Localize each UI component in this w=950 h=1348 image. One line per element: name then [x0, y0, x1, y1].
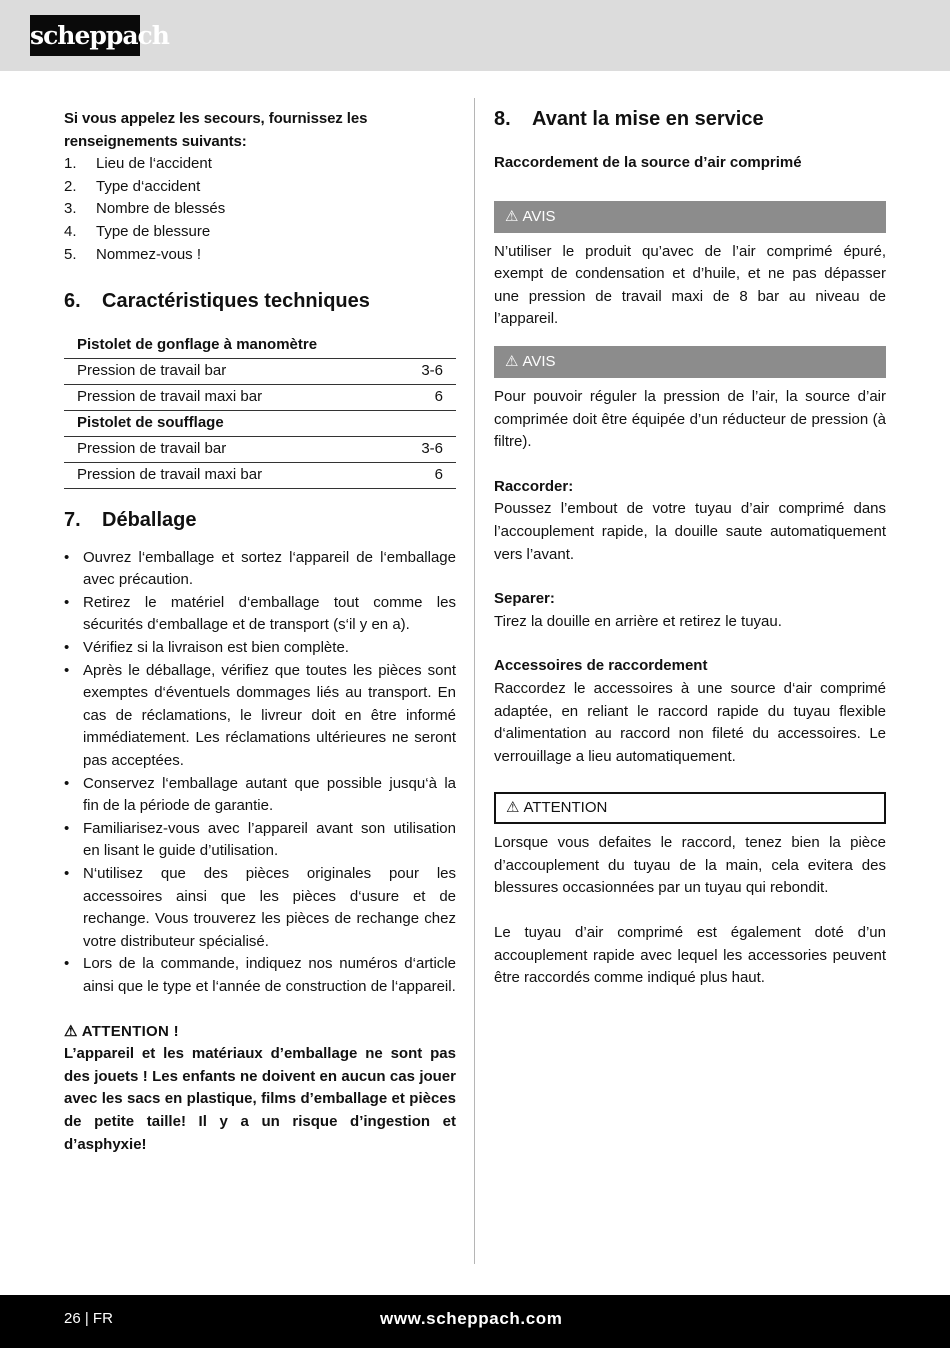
- table-row: [64, 358, 456, 384]
- notice-1-text: N’utiliser le produit qu’avec de l’air comprimé épuré, exempt de condensation et d’huile, et ne pas dépasser une pression de travail maxi de 8 bar au niveau de l’appareil.: [494, 242, 886, 328]
- section-number: 8.: [494, 108, 511, 130]
- right-column: [494, 108, 886, 990]
- list-item: [64, 176, 456, 199]
- list-item: [64, 592, 456, 637]
- unpacking-list: [64, 547, 456, 999]
- bullet-icon: •: [64, 639, 70, 657]
- header-bar: [0, 0, 950, 71]
- list-text: Nommez-vous !: [96, 245, 202, 263]
- list-number: 5.: [64, 245, 77, 263]
- spec-label: Pression de travail maxi bar: [64, 462, 384, 488]
- attention-text: L’appareil et les matériaux d’emballage ne sont pas des jouets ! Les enfants ne doivent en aucun cas jouer avec les sacs en plastique, films d’emballage et pièces de petite taille! Il y a un risque d’ingestion et d’asphyxie!: [64, 1045, 456, 1153]
- emergency-intro: Si vous appelez les secours, fournissez les renseignements suivants:: [64, 110, 368, 150]
- group-title: Pistolet de gonflage à manomètre: [64, 332, 456, 358]
- notice-label: ATTENTION: [523, 799, 608, 817]
- table-group-header: [64, 332, 456, 358]
- list-item: [64, 953, 456, 998]
- warning-icon: ⚠: [506, 799, 520, 817]
- list-text: Vérifiez si la livraison est bien complète.: [83, 639, 349, 657]
- bullet-icon: •: [64, 661, 70, 679]
- separate-text: Tirez la douille en arrière et retirez le tuyau.: [494, 612, 782, 630]
- list-item: [64, 153, 456, 176]
- spec-value: 3-6: [384, 358, 456, 384]
- specs-table: [64, 332, 456, 489]
- bullet-icon: •: [64, 955, 70, 973]
- attention-heading: [64, 1021, 456, 1044]
- section-7-heading: [64, 507, 456, 533]
- connect-text: Poussez l’embout de votre tuyau d’air comprimé dans l’accouplement rapide, la douille saute automatiquement vers l’avant.: [494, 500, 886, 563]
- spec-label: Pression de travail bar: [64, 358, 384, 384]
- website-link[interactable]: www.scheppach.com: [380, 1309, 563, 1328]
- accessories-text: Raccordez le accessoires à une source d‘air comprimé adaptée, en reliant le raccord rapide du tuyau flexible d‘alimentation au raccord non fileté du accessoires. Le verrouillage a lieu automatiquement.: [494, 679, 886, 765]
- accessories-title: Accessoires de raccordement: [494, 657, 708, 675]
- list-text: Type de blessure: [96, 222, 211, 240]
- list-number: 1.: [64, 155, 77, 173]
- list-text: Type d‘accident: [96, 177, 201, 195]
- list-text: Nombre de blessés: [96, 200, 226, 218]
- list-text: Lors de la commande, indiquez nos numéros d‘article ainsi que le type et l‘année de construction de l‘appareil.: [83, 955, 456, 995]
- list-text: N‘utilisez que des pièces originales pour les accessoires ainsi que les pièces d‘usure et de rechange. Vous trouverez les pièces de rechange chez votre distributeur spécialisé.: [83, 864, 456, 950]
- list-text: Ouvrez l‘emballage et sortez l‘appareil de l‘emballage avec précaution.: [83, 548, 456, 589]
- section-6-heading: [64, 288, 456, 314]
- attention-block: [64, 1021, 456, 1157]
- warning-icon: ⚠: [64, 1022, 78, 1040]
- notice-2-text: Pour pouvoir réguler la pression de l’air, la source d’air comprimée doit être équipée d’un réducteur de pression (à filtre).: [494, 387, 886, 451]
- spec-value: 3-6: [384, 436, 456, 462]
- list-text: Retirez le matériel d‘emballage tout comme les sécurités d‘emballage et de transport (s‘il y en a).: [83, 593, 456, 634]
- list-item: [64, 198, 456, 221]
- footer-bar: [0, 1295, 950, 1348]
- notice-avis-1: [494, 201, 886, 233]
- warning-icon: ⚠: [505, 207, 519, 225]
- list-item: [64, 244, 456, 267]
- warning-icon: ⚠: [505, 352, 519, 370]
- list-text: Lieu de l‘accident: [96, 155, 212, 173]
- closing-text: Le tuyau d’air comprimé est également doté d’un accouplement rapide avec lequel les accessories peuvent être raccordés comme indiqué plus haut.: [494, 924, 886, 987]
- table-row: [64, 462, 456, 488]
- page-number: 26 | FR: [64, 1310, 113, 1327]
- emergency-list: [64, 153, 456, 266]
- list-item: [64, 863, 456, 953]
- bullet-icon: •: [64, 774, 70, 792]
- list-item: [64, 221, 456, 244]
- bullet-icon: •: [64, 593, 70, 611]
- list-text: Familiarisez-vous avec l’appareil avant son utilisation en lisant le guide d’utilisation.: [83, 819, 456, 860]
- left-column: [64, 108, 456, 1156]
- list-number: 3.: [64, 200, 77, 218]
- bullet-icon: •: [64, 819, 70, 837]
- connect-title: Raccorder:: [494, 477, 574, 495]
- notice-label: AVIS: [522, 352, 556, 370]
- section-title: Déballage: [102, 508, 197, 531]
- section-title: Caractéristiques techniques: [102, 290, 370, 313]
- spec-value: 6: [384, 462, 456, 488]
- list-item: [64, 660, 456, 773]
- spec-value: 6: [384, 384, 456, 410]
- section-8-heading: [494, 106, 886, 132]
- spec-label: Pression de travail bar: [64, 436, 384, 462]
- section-number: 6.: [64, 290, 81, 313]
- list-text: Après le déballage, vérifiez que toutes les pièces sont exemptes d‘éventuels dommages liés au transport. En cas de réclamations, le livreur doit en être informé immédiatement. Les réclamations ultérieures ne seront pas acceptées.: [83, 661, 456, 769]
- brand-logo: scheppach: [30, 15, 140, 56]
- section-title: Avant la mise en service: [532, 108, 764, 130]
- table-row: [64, 436, 456, 462]
- table-group-header: [64, 410, 456, 436]
- list-text: Conservez l‘emballage autant que possible jusqu‘à la fin de la période de garantie.: [83, 774, 456, 815]
- group-title: Pistolet de soufflage: [64, 410, 456, 436]
- bullet-icon: •: [64, 548, 70, 566]
- list-item: [64, 547, 456, 592]
- air-source-subtitle: Raccordement de la source d’air comprimé: [494, 154, 802, 171]
- notice-attention: [494, 792, 886, 824]
- list-item: [64, 637, 456, 660]
- table-row: [64, 384, 456, 410]
- list-number: 2.: [64, 177, 77, 195]
- attention-title: ATTENTION !: [81, 1022, 179, 1040]
- spec-label: Pression de travail maxi bar: [64, 384, 384, 410]
- list-number: 4.: [64, 222, 77, 240]
- list-item: [64, 818, 456, 863]
- notice-avis-2: [494, 346, 886, 378]
- notice-label: AVIS: [522, 207, 556, 225]
- bullet-icon: •: [64, 864, 70, 882]
- attention-text: Lorsque vous defaites le raccord, tenez bien la pièce d’accouplement du tuyau de la main, cela evitera des blessures occasionnées par un tuyau qui rebondit.: [494, 834, 886, 897]
- column-divider: [474, 98, 475, 1264]
- separate-title: Separer:: [494, 590, 555, 608]
- section-number: 7.: [64, 508, 81, 531]
- list-item: [64, 773, 456, 818]
